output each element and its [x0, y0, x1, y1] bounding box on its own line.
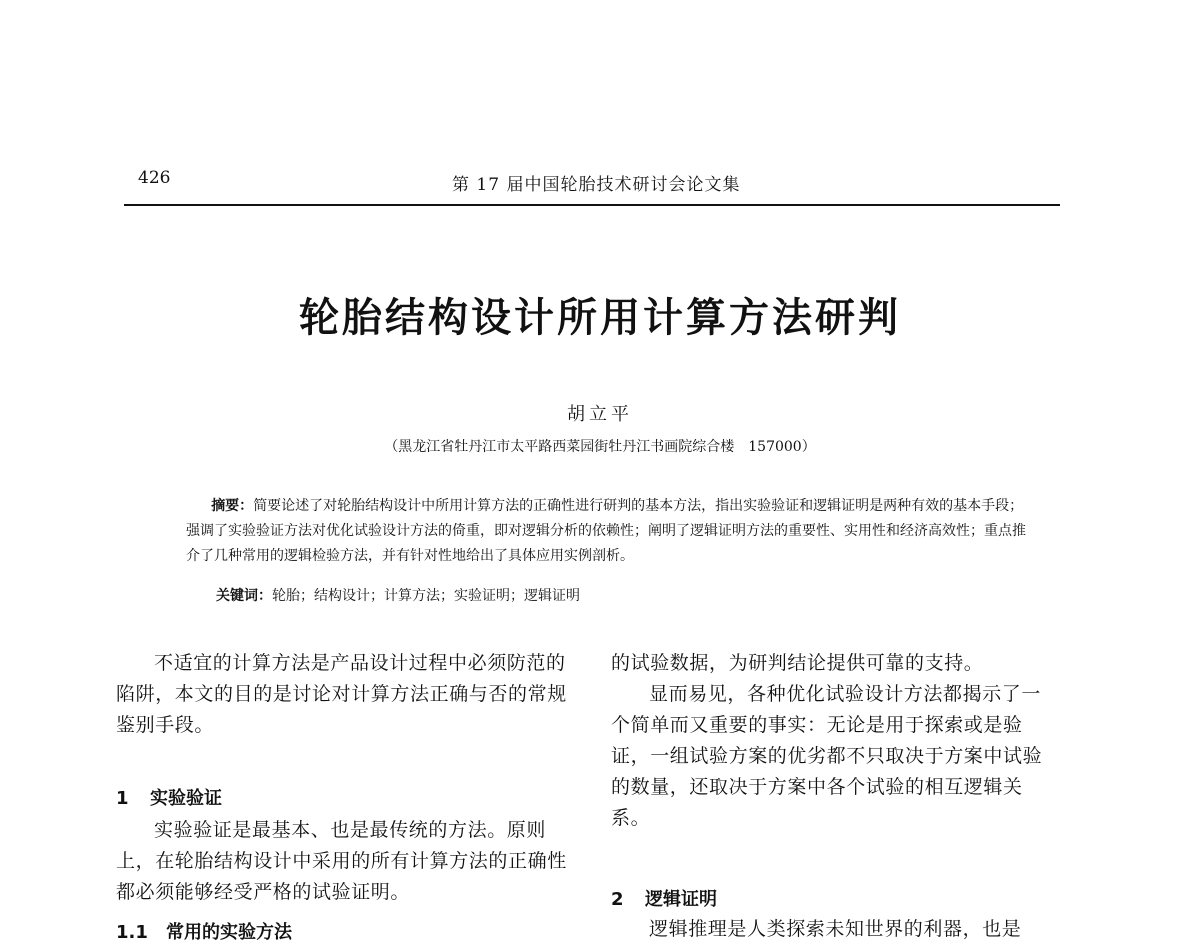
- section-1-title: 实验验证: [150, 788, 222, 809]
- abstract-text: 简要论述了对轮胎结构设计中所用计算方法的正确性进行研判的基本方法，指出实验验证和逻辑证明是两种有效的基本手段；强调了实验验证方法对优化试验设计方法的倚重，即对逻辑分析的依赖性；阐明了逻辑证明方法的重要性、实用性和经济高效性；重点推介了几种常用的逻辑检验方法，并有针对性地给出了具体应用实例剖析。: [186, 498, 1026, 564]
- section-1-1-title: 常用的实验方法: [166, 922, 292, 943]
- paper-title: 轮胎结构设计所用计算方法研判: [299, 295, 901, 341]
- keywords-label: 关键词：: [216, 588, 272, 604]
- keywords-text: 轮胎；结构设计；计算方法；实验证明；逻辑证明: [272, 588, 580, 604]
- author: 胡立平: [567, 404, 633, 425]
- intro-paragraph: 不适宜的计算方法是产品设计过程中必须防范的陷阱，本文的目的是讨论对计算方法正确与否的常规鉴别手段。: [116, 652, 567, 736]
- header-rule: [124, 204, 1060, 206]
- section-1-number: 1: [116, 788, 129, 809]
- running-header: 第 17 届中国轮胎技术研讨会论文集: [452, 175, 741, 195]
- section-1-heading: [116, 784, 222, 810]
- section-2-number: 2: [611, 889, 624, 910]
- section-2-heading: [611, 885, 717, 911]
- right-para-2: 显而易见，各种优化试验设计方法都揭示了一个简单而又重要的事实：无论是用于探索或是验证，一组试验方案的优劣都不只取决于方案中试验的数量，还取决于方案中各个试验的相互逻辑关系。: [611, 683, 1043, 829]
- section-1-1-number: 1.1: [116, 922, 148, 943]
- section-1-1-heading: [116, 918, 292, 944]
- abstract-label: 摘要：: [211, 498, 254, 514]
- affiliation: （黑龙江省牡丹江市太平路西菜园街牡丹江书画院综合楼 157000）: [384, 439, 816, 455]
- keywords: [216, 585, 1016, 605]
- section-2-paragraph: 逻辑推理是人类探索未知世界的利器，也是: [649, 918, 1022, 940]
- right-para-continued: 的试验数据，为研判结论提供可靠的支持。: [611, 652, 984, 674]
- section-2-title: 逻辑证明: [645, 889, 717, 910]
- section-1-paragraph: 实验验证是最基本、也是最传统的方法。原则上，在轮胎结构设计中采用的所有计算方法的正确性都必须能够经受严格的试验证明。: [116, 819, 567, 903]
- page-number: 426: [138, 168, 171, 188]
- abstract: [186, 494, 1026, 569]
